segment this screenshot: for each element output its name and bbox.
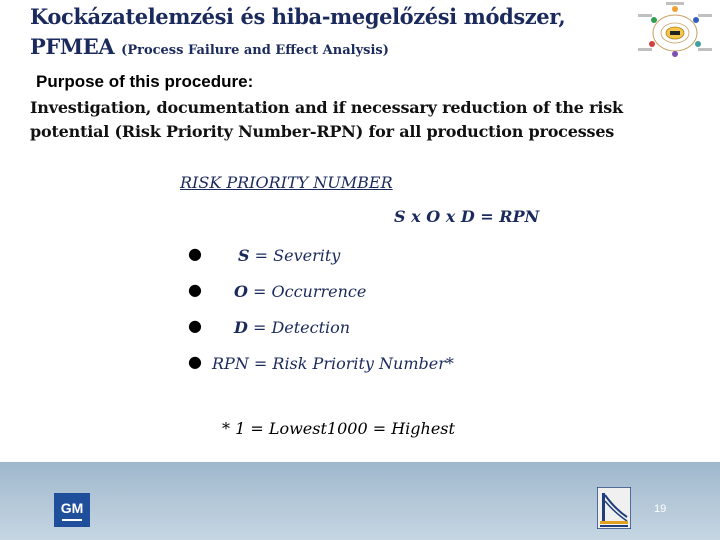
rpn-footnote: * 1 = Lowest1000 = Highest <box>222 419 455 438</box>
quality-diagram-icon <box>636 0 714 62</box>
bullet-icon: ● <box>188 316 202 335</box>
item-symbol: S <box>238 246 250 265</box>
title-line-1: Kockázatelemzési és hiba-megelőzési módszer, <box>30 4 566 29</box>
item-symbol: D <box>234 318 248 337</box>
gm-logo: GM <box>54 493 90 527</box>
item-text: = Severity <box>249 246 341 265</box>
bullet-icon: ● <box>188 280 202 299</box>
rpn-formula: S x O x D = RPN <box>394 207 540 226</box>
bridge-logo-icon <box>597 487 631 529</box>
list-item-detection <box>234 318 350 337</box>
list-item-occurrence <box>234 282 366 301</box>
bullet-icon: ● <box>188 244 202 263</box>
item-text: = Risk Priority Number* <box>248 354 454 373</box>
rpn-heading: RISK PRIORITY NUMBER <box>180 173 393 192</box>
item-text: = Detection <box>247 318 351 337</box>
purpose-text: Investigation, documentation and if necessary reduction of the risk potential (Risk Priority Number-RPN) for all production processes <box>30 98 623 141</box>
title-pfmea: PFMEA <box>30 34 122 59</box>
title-subtitle: (Process Failure and Effect Analysis) <box>121 43 389 58</box>
item-symbol: RPN <box>212 354 249 373</box>
purpose-label: Purpose of this procedure: <box>36 72 254 91</box>
list-item-rpn <box>212 354 454 373</box>
item-symbol: O <box>234 282 248 301</box>
title-line-2 <box>30 34 389 59</box>
page-number: 19 <box>654 503 667 515</box>
item-text: = Occurrence <box>247 282 367 301</box>
bullet-icon: ● <box>188 352 202 371</box>
list-item-severity <box>238 246 340 265</box>
